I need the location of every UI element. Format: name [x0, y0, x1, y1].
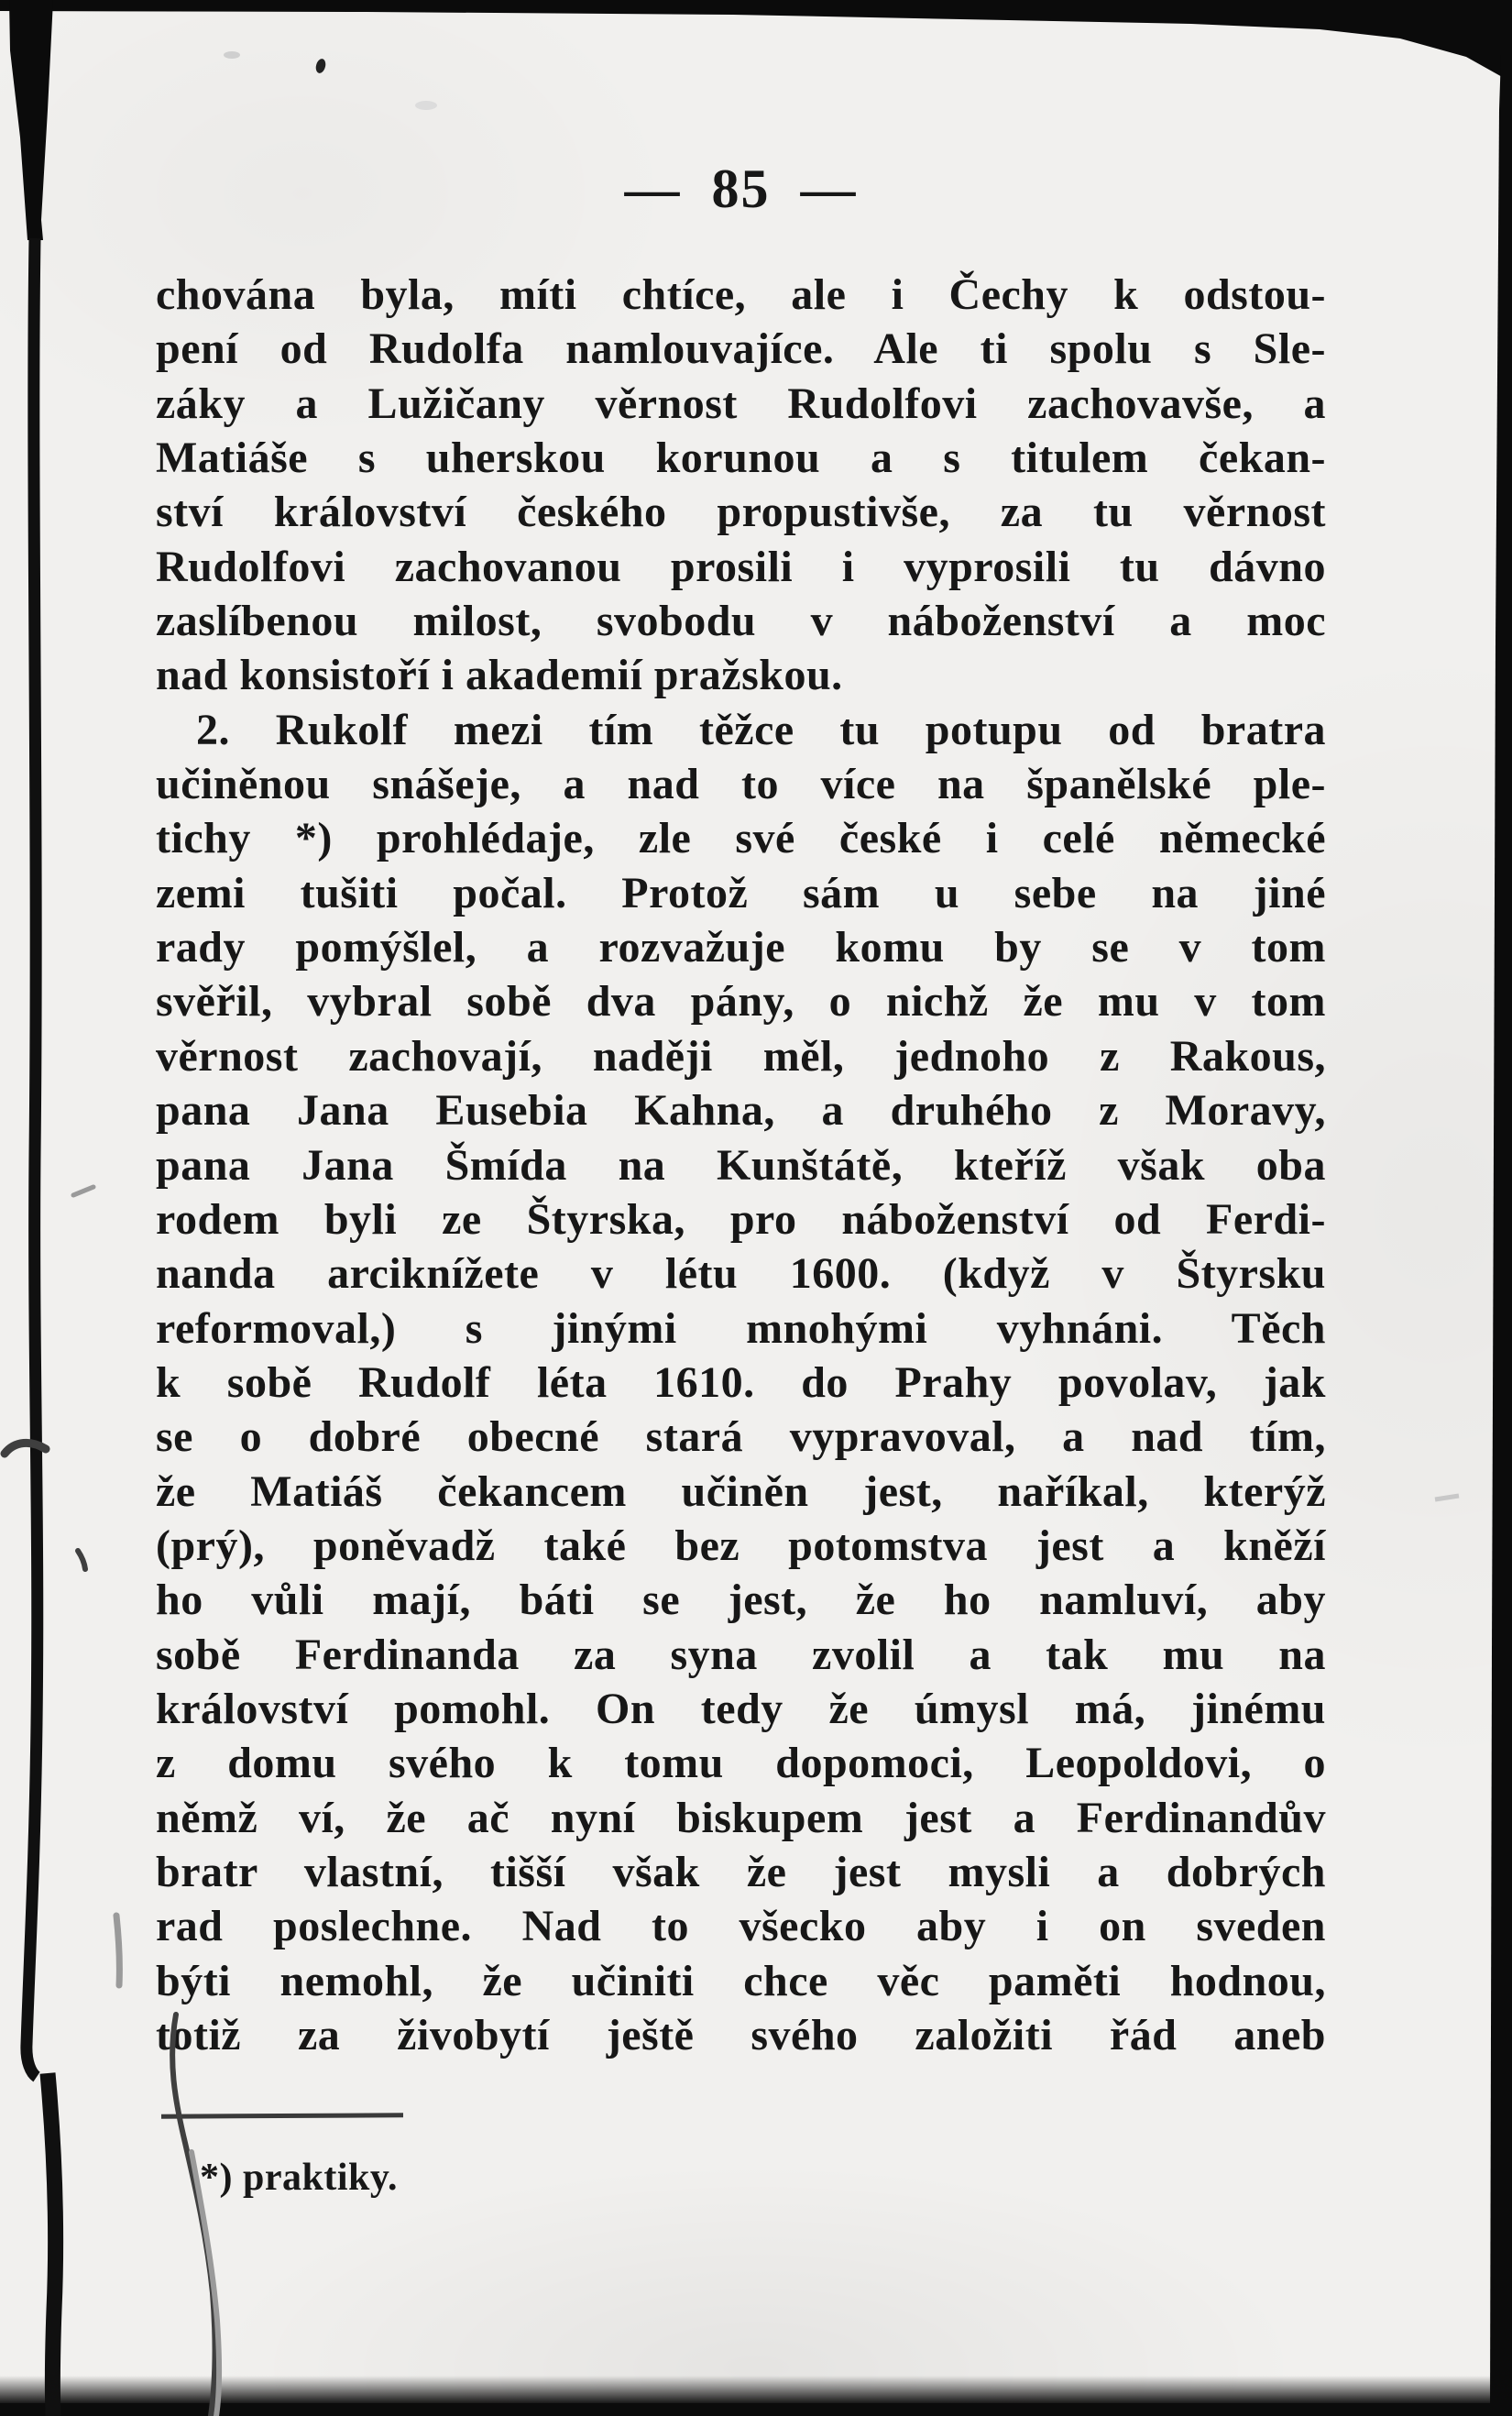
text-line: záky a Lužičany věrnost Rudolfovi zachovavše, a [156, 379, 1326, 428]
body-text [156, 268, 1326, 2062]
footnote-separator-rule [161, 2113, 403, 2118]
text-line: nad konsistoří i akademií pražskou. [156, 651, 843, 700]
text-line: tichy *) prohlédaje, zle své české i celé německé [156, 814, 1326, 863]
text-line: věrnost zachovají, naději měl, jednoho z Rakous, [156, 1031, 1326, 1081]
text-line: se o dobré obecné stará vypravoval, a nad tím, [156, 1412, 1326, 1462]
text-line: pana Jana Šmída na Kunštátě, kteříž však oba [156, 1140, 1326, 1190]
pen-hook-mark [5, 1443, 46, 1454]
pen-gray-dash [116, 1916, 119, 1985]
text-line: učiněnou snášeje, a nad to více na španělské ple- [156, 760, 1326, 809]
ink-smudge [224, 51, 240, 59]
left-spine-line-bottom [48, 2073, 56, 2416]
pen-stroke-curve [172, 2015, 214, 2416]
pen-apostrophe-mark [78, 1551, 85, 1569]
margin-faint-dash [1435, 1496, 1459, 1499]
text-line: chována byla, míti chtíce, ale i Čechy k odstou- [156, 270, 1326, 319]
text-line: pana Jana Eusebia Kahna, a druhého z Moravy, [156, 1086, 1326, 1136]
left-spine-line [27, 238, 38, 2077]
ink-speck [314, 58, 327, 74]
ink-smear [415, 101, 437, 110]
text-line: rad poslechne. Nad to všecko aby i on sveden [156, 1902, 1326, 1951]
text-line: zemi tušiti počal. Protož sám u sebe na jiné [156, 868, 1326, 917]
text-line: reformoval,) s jinými mnohými vyhnáni. Těch [156, 1303, 1326, 1353]
text-line: ství království českého propustivše, za tu věrnost [156, 488, 1326, 537]
page-number-header: — 85 — [624, 159, 858, 219]
text-line: Rudolfovi zachovanou prosili i vyprosili tu dávno [156, 542, 1326, 591]
text-line: býti nemohl, že učiniti chce věc paměti hodnou, [156, 1956, 1326, 2005]
text-line: ho vůli mají, báti se jest, že ho namluví, aby [156, 1576, 1326, 1625]
bottom-edge-shadow [0, 2403, 1512, 2416]
text-line: 2. Rukolf mezi tím těžce tu potupu od bratra [196, 705, 1326, 754]
top-edge-shadow [0, 0, 1512, 82]
text-line: zaslíbenou milost, svobodu v náboženství a moc [156, 597, 1326, 646]
text-line: sobě Ferdinanda za syna zvolil a tak mu na [156, 1630, 1326, 1679]
text-line: království pomohl. On tedy že úmysl má, jinému [156, 1684, 1326, 1733]
text-line: totiž za živobytí ještě svého založiti řád aneb [156, 2011, 1326, 2059]
text-line: (prý), poněvadž také bez potomstva jest a kněží [156, 1521, 1326, 1570]
bottom-edge-fade [0, 2376, 1512, 2405]
text-line: bratr vlastní, tišší však že jest mysli a dobrých [156, 1847, 1326, 1896]
text-line: pení od Rudolfa namlouvajíce. Ale ti spolu s Sle- [156, 324, 1326, 374]
footnote-text: *) praktiky. [200, 2157, 399, 2199]
text-line: svěřil, vybral sobě dva pány, o nichž že mu v tom [156, 977, 1326, 1027]
text-line: že Matiáš čekancem učiněn jest, naříkal, kterýž [156, 1466, 1326, 1516]
text-line: nanda arciknížete v létu 1600. (když v Štyrsku [156, 1249, 1326, 1299]
right-edge-shadow [1490, 55, 1512, 2416]
text-line: k sobě Rudolf léta 1610. do Prahy povolav, jak [156, 1357, 1326, 1407]
text-line: z domu svého k tomu dopomoci, Leopoldovi, o [156, 1739, 1326, 1788]
pen-tick-mark [73, 1187, 93, 1195]
text-line: němž ví, že ač nyní biskupem jest a Ferdinandův [156, 1793, 1326, 1842]
text-line: rodem byli ze Štyrska, pro náboženství od Ferdi- [156, 1194, 1326, 1244]
text-line: Matiáše s uherskou korunou a s titulem čekan- [156, 434, 1326, 483]
text-line: rady pomýšlel, a rozvažuje komu by se v tom [156, 923, 1326, 972]
left-spine-top-shadow [9, 0, 53, 240]
